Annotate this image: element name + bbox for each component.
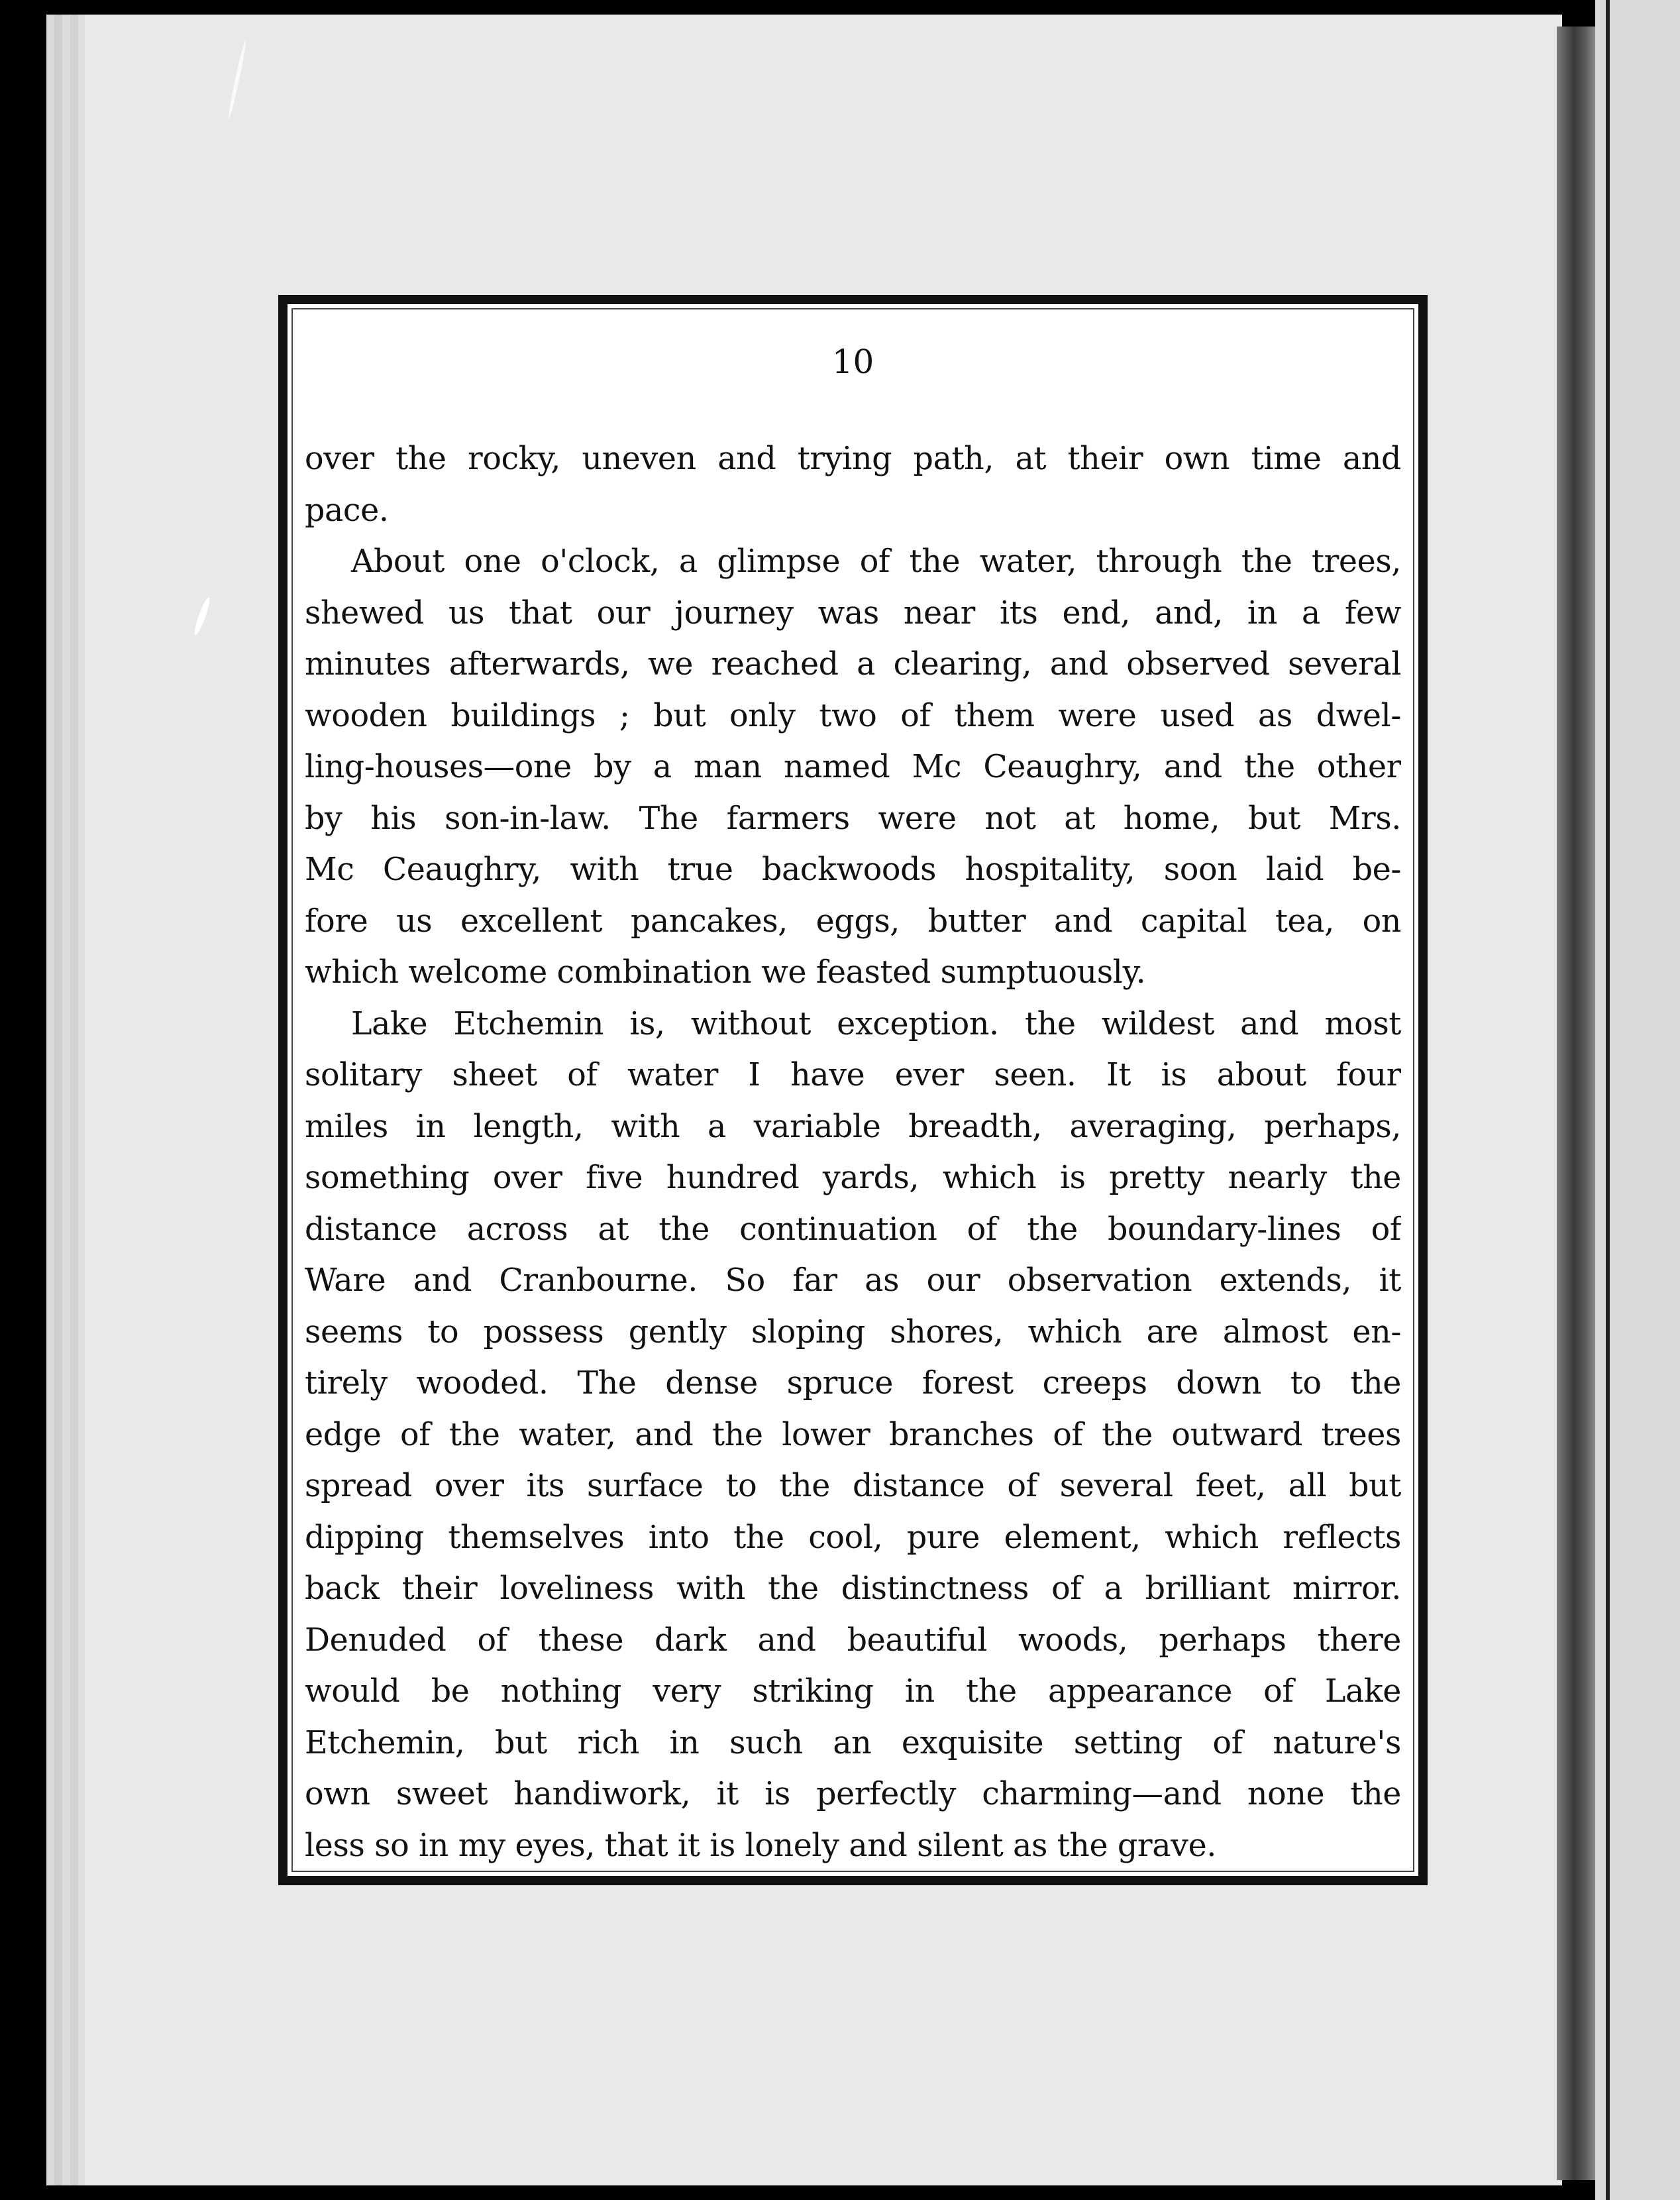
text-line: fore us excellent pancakes, eggs, butter and capital tea, on bbox=[305, 903, 1401, 940]
text-line: Denuded of these dark and beautiful woods, perhaps there bbox=[305, 1622, 1401, 1659]
text-line: something over five hundred yards, which is pretty nearly the bbox=[305, 1160, 1401, 1196]
text-line: wooden buildings ; but only two of them were used as dwel- bbox=[305, 697, 1401, 734]
text-line: tirely wooded. The dense spruce forest creeps down to the bbox=[305, 1365, 1401, 1402]
body-text bbox=[305, 433, 1401, 1871]
text-line: pace. bbox=[305, 492, 389, 529]
paragraph bbox=[305, 999, 1401, 1872]
paragraph bbox=[305, 433, 1401, 536]
text-line: Mc Ceaughry, with true backwoods hospitality, soon laid be- bbox=[305, 852, 1401, 888]
text-line: back their loveliness with the distinctness of a brilliant mirror. bbox=[305, 1570, 1401, 1607]
text-line: by his son-in-law. The farmers were not at home, but Mrs. bbox=[305, 800, 1401, 837]
text-line: spread over its surface to the distance of several feet, all but bbox=[305, 1468, 1401, 1504]
text-line: miles in length, with a variable breadth, averaging, perhaps, bbox=[305, 1108, 1401, 1145]
text-line: solitary sheet of water I have ever seen. It is about four bbox=[305, 1057, 1401, 1093]
facing-page-rule bbox=[1606, 0, 1610, 2200]
text-line: ling-houses—one by a man named Mc Ceaughry, and the other bbox=[305, 749, 1401, 785]
text-line: About one o'clock, a glimpse of the water, through the trees, bbox=[351, 543, 1401, 580]
text-line: seems to possess gently sloping shores, which are almost en- bbox=[305, 1313, 1401, 1350]
text-line: own sweet handiwork, it is perfectly charming—and none the bbox=[305, 1776, 1401, 1812]
page-number: 10 bbox=[831, 343, 874, 381]
text-line: shewed us that our journey was near its end, and, in a few bbox=[305, 594, 1401, 632]
text-line: over the rocky, uneven and trying path, at their own time and bbox=[305, 441, 1401, 477]
text-line: dipping themselves into the cool, pure element, which reflects bbox=[305, 1519, 1401, 1556]
text-line: Etchemin, but rich in such an exquisite setting of nature's bbox=[305, 1724, 1401, 1761]
text-line: less so in my eyes, that it is lonely and silent as the grave. bbox=[305, 1827, 1216, 1864]
text-line: Ware and Cranbourne. So far as our observation extends, it bbox=[305, 1262, 1401, 1299]
text-line: minutes afterwards, we reached a clearing, and observed several bbox=[305, 646, 1401, 683]
facing-page bbox=[1595, 0, 1680, 2200]
text-line: distance across at the continuation of the boundary-lines of bbox=[305, 1211, 1401, 1248]
text-line: edge of the water, and the lower branches of the outward trees bbox=[305, 1416, 1401, 1453]
binding-spine bbox=[1557, 27, 1595, 2180]
text-line: Lake Etchemin is, without exception. the wildest and most bbox=[351, 1005, 1401, 1042]
paragraph bbox=[305, 536, 1401, 999]
text-frame bbox=[278, 295, 1428, 1885]
text-line: would be nothing very striking in the appearance of Lake bbox=[305, 1673, 1401, 1710]
text-line: which welcome combination we feasted sumptuously. bbox=[305, 954, 1146, 991]
